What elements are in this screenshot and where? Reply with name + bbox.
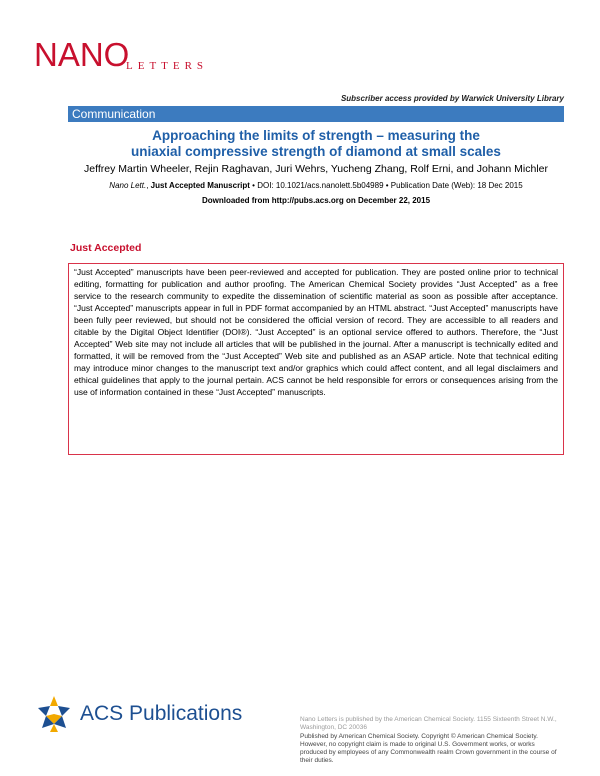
subscriber-access-note: Subscriber access provided by Warwick University Library [340, 94, 564, 103]
article-title-line-2: uniaxial compressive strength of diamond at small scales [131, 144, 501, 159]
article-title-line-1: Approaching the limits of strength – measuring the [152, 128, 480, 143]
citation-details: • DOI: 10.1021/acs.nanolett.5b04989 • Publication Date (Web): 18 Dec 2015 [249, 181, 523, 190]
just-accepted-box [68, 263, 564, 455]
just-accepted-heading: Just Accepted [70, 242, 142, 254]
manuscript-status: Just Accepted Manuscript [150, 181, 250, 190]
logo-nano-text: NANO [34, 36, 130, 73]
journal-logo [34, 35, 234, 79]
article-title [68, 128, 564, 160]
just-accepted-body: “Just Accepted” manuscripts have been peer-reviewed and accepted for publication. They are posted online prior to technical editing, formatting for publication and author proofing. The American Chemical Society provides “Just Accepted” as a free service to the research community to expedite the dissemination of scientific material as soon as possible after acceptance. “Just Accepted” manuscripts appear in full in PDF format accompanied by an HTML abstract. “Just Accepted” manuscripts have been fully peer reviewed, but should not be considered the official version of record. They are accessible to all readers and citable by the Digital Object Identifier (DOI®). “Just Accepted” is an optional service offered to authors. Therefore, the “Just Accepted” Web site may not include all articles that will be published in the journal. After a manuscript is technically edited and formatted, it will be removed from the “Just Accepted” Web site and published as an ASAP article. Note that technical editing may introduce minor changes to the manuscript text and/or graphics which could affect content, and all legal disclaimers and ethical guidelines that apply to the journal pertain. ACS cannot be held responsible for errors or consequences arising from the use of information contained in these “Just Accepted” manuscripts. [74, 267, 558, 397]
acs-publications-label: ACS Publications [80, 702, 243, 725]
publisher-address: Nano Letters is published by the American Chemical Society. 1155 Sixteenth Street N.W., Washington, DC 20036 [300, 716, 557, 731]
article-type-band [68, 106, 564, 122]
downloaded-note: Downloaded from http://pubs.acs.org on December 22, 2015 [201, 196, 431, 205]
copyright-notice: Published by American Chemical Society. Copyright © American Chemical Society. However, no copyright claim is made to original U.S. Government works, or works produced by employees of any Commonwealth realm Crown government in the course of their duties. [300, 733, 557, 764]
article-authors: Jeffrey Martin Wheeler, Rejin Raghavan, Juri Wehrs, Yucheng Zhang, Rolf Erni, and Johann Michler [84, 163, 548, 175]
citation-line: Nano Lett., Just Accepted Manuscript • DOI: 10.1021/acs.nanolett.5b04989 • Publication Date (Web): 18 Dec 2015 [109, 181, 523, 190]
journal-abbrev: Nano Lett. [109, 181, 147, 190]
logo-letters-text: LETTERS [126, 60, 209, 72]
acs-logo-icon [34, 694, 74, 734]
article-type-label: Communication [72, 107, 156, 121]
